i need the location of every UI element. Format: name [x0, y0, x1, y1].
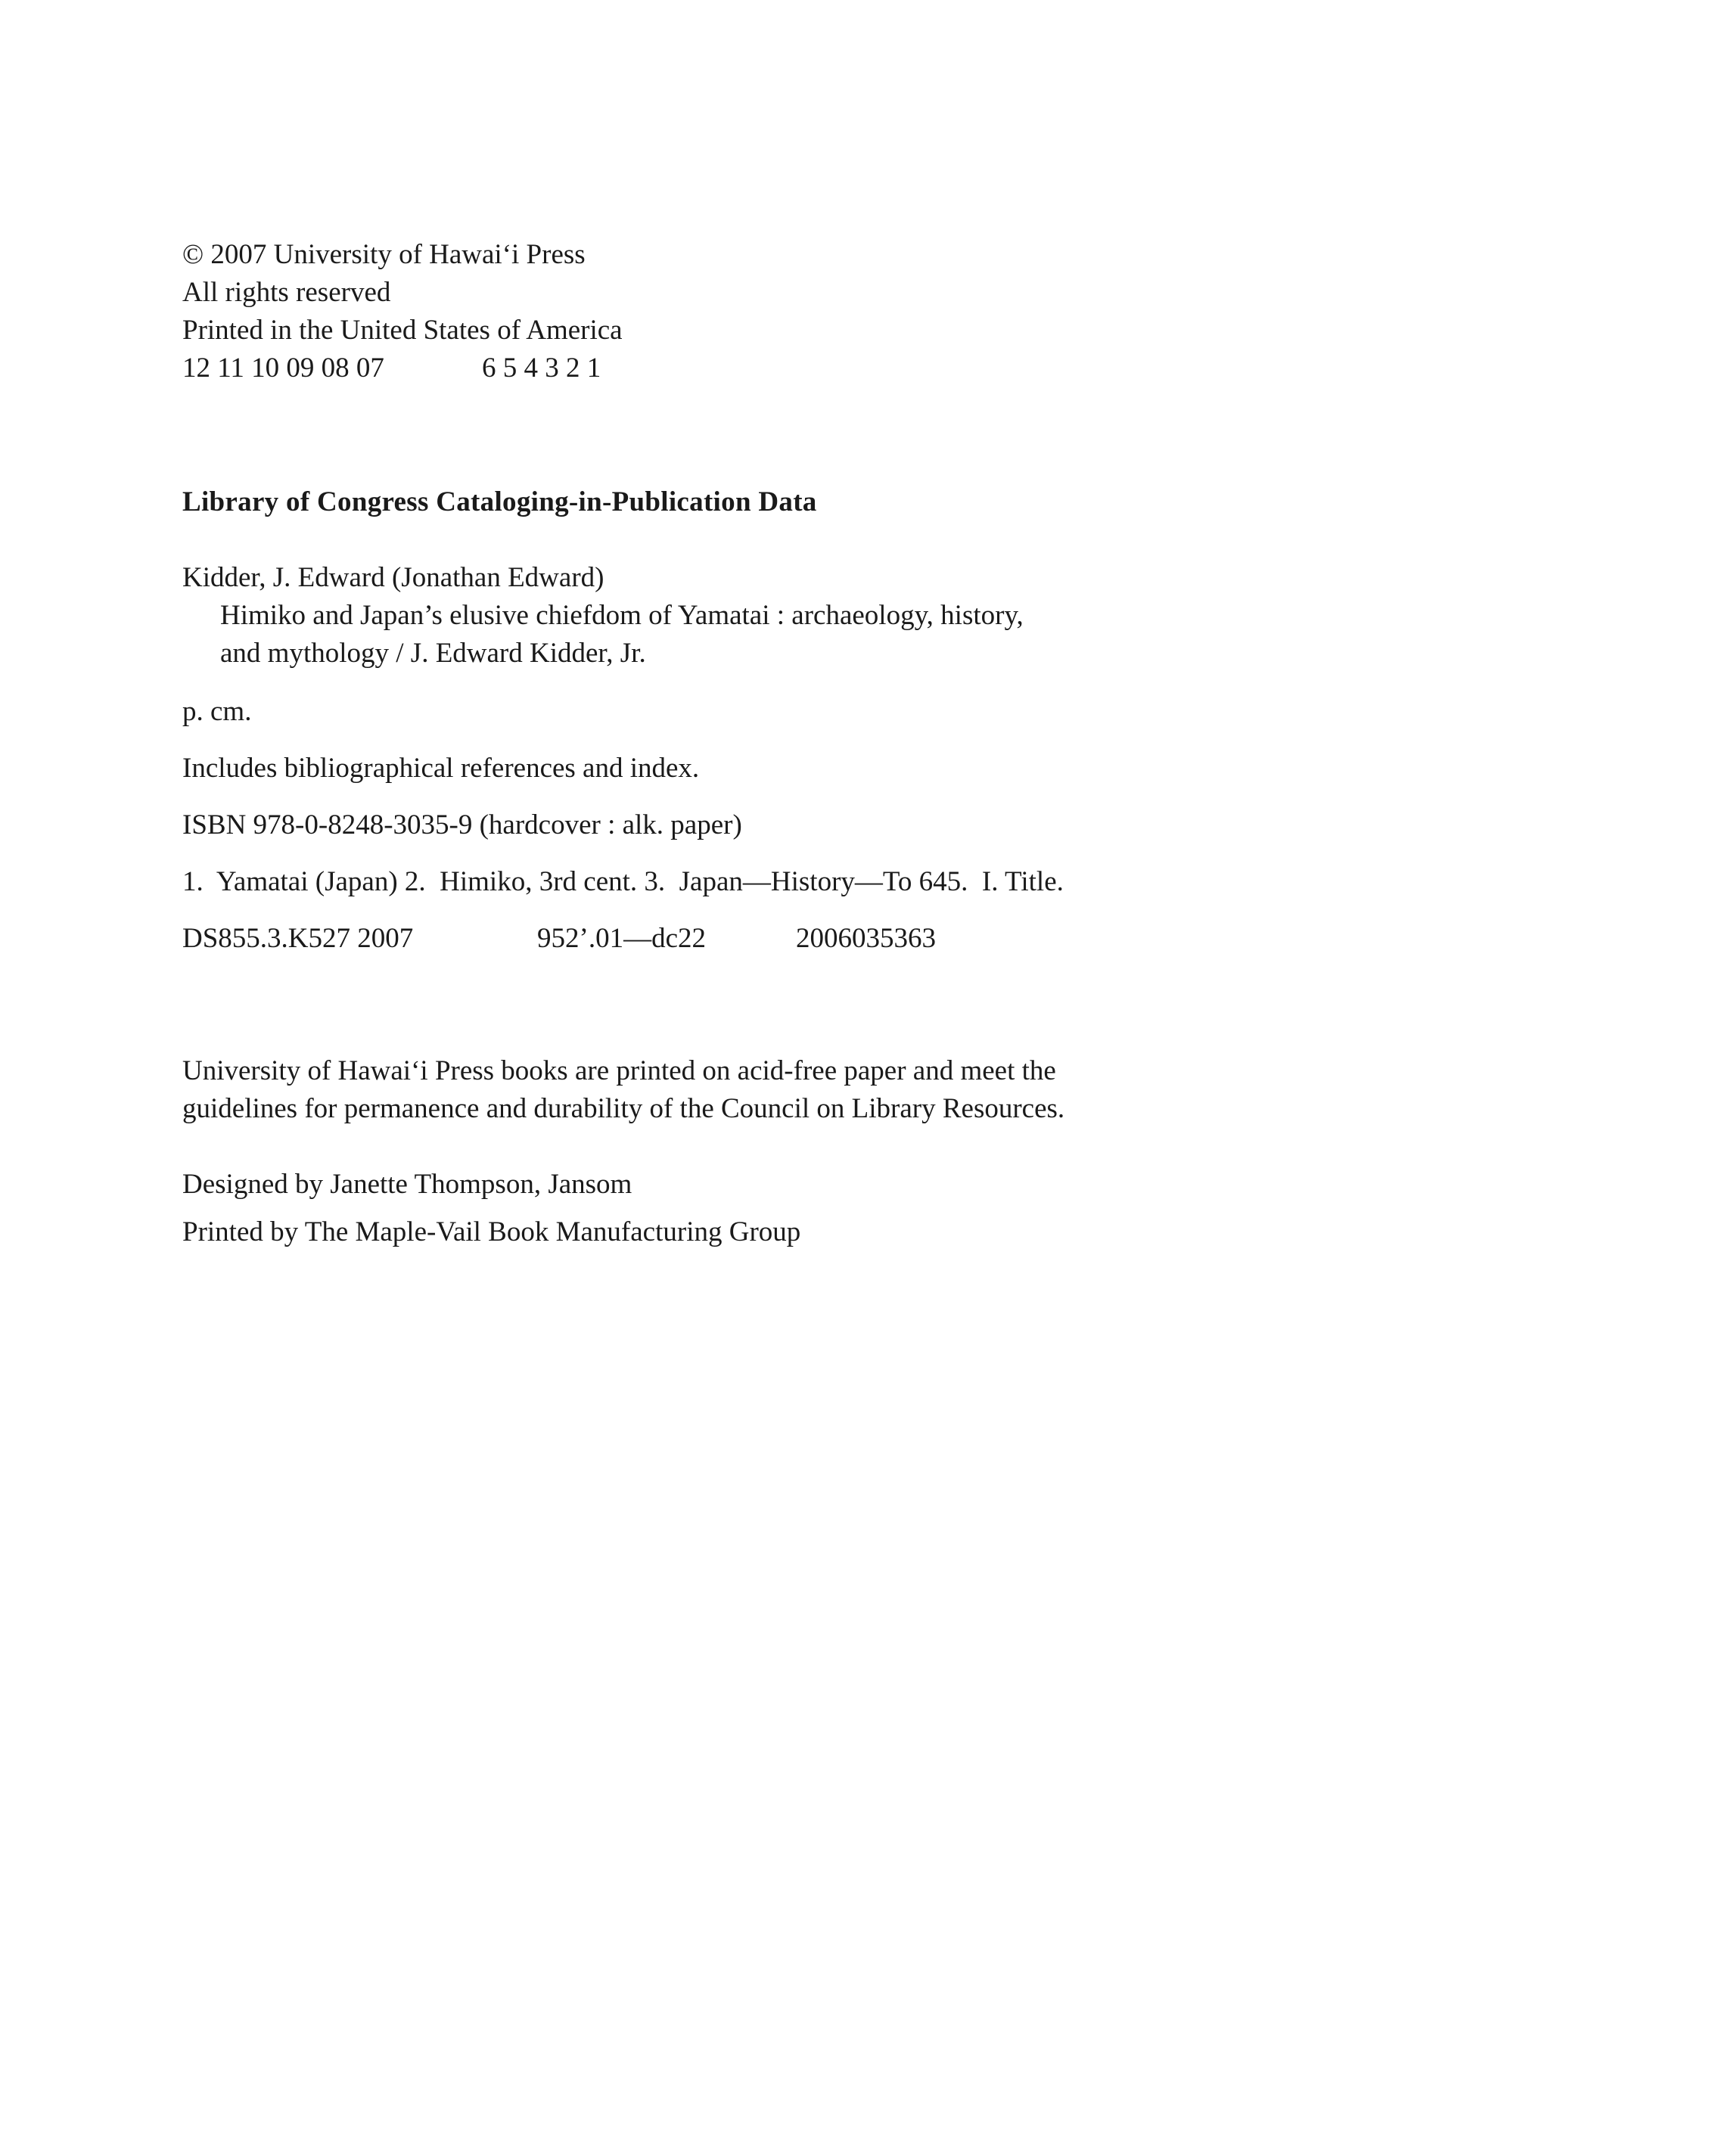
cip-lccn: 2006035363 — [796, 923, 936, 954]
paper-note-line1: University of Hawai‘i Press books are printed on acid-free paper and meet the — [182, 1055, 1056, 1086]
cip-title-line2: and mythology / J. Edward Kidder, Jr. — [220, 638, 646, 669]
printer-credit: Printed by The Maple-Vail Book Manufacturing Group — [182, 1216, 801, 1247]
printing-numbers: 6 5 4 3 2 1 — [482, 353, 601, 384]
cip-subjects: 1. Yamatai (Japan) 2. Himiko, 3rd cent. 3. Japan—History—To 645. I. Title. — [182, 866, 1064, 897]
printed-in-line: Printed in the United States of America — [182, 315, 623, 346]
cip-lc-class: DS855.3.K527 2007 — [182, 923, 414, 954]
designer-credit: Designed by Janette Thompson, Jansom — [182, 1169, 632, 1200]
cip-isbn: ISBN 978-0-8248-3035-9 (hardcover : alk. paper) — [182, 809, 742, 840]
copyright-line: © 2007 University of Hawai‘i Press — [182, 239, 586, 270]
rights-line: All rights reserved — [182, 277, 391, 308]
cip-author: Kidder, J. Edward (Jonathan Edward) — [182, 562, 604, 593]
cip-includes: Includes bibliographical references and index. — [182, 753, 700, 784]
cip-heading: Library of Congress Cataloging-in-Publication Data — [182, 486, 817, 517]
cip-dewey: 952’.01—dc22 — [537, 923, 706, 954]
cip-pages: p. cm. — [182, 696, 252, 727]
printing-years: 12 11 10 09 08 07 — [182, 353, 384, 384]
paper-note-line2: guidelines for permanence and durability of the Council on Library Resources. — [182, 1093, 1065, 1124]
cip-title-line1: Himiko and Japan’s elusive chiefdom of Yamatai : archaeology, history, — [220, 600, 1024, 631]
